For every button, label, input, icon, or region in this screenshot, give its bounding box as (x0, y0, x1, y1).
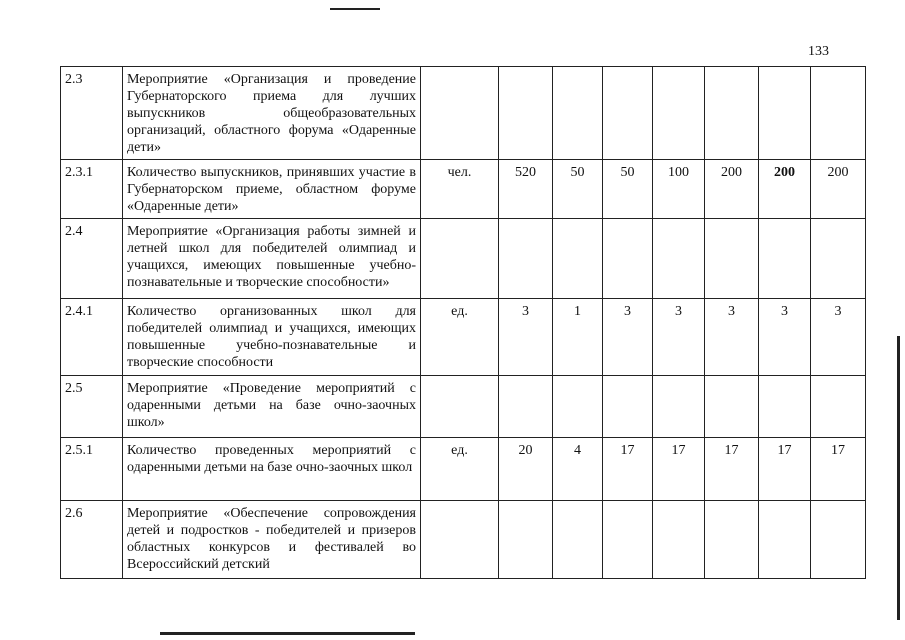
row-code: 2.6 (61, 501, 123, 579)
row-unit (421, 376, 499, 438)
row-value (705, 219, 759, 299)
row-value (811, 501, 866, 579)
table-row (61, 438, 866, 501)
row-value: 17 (705, 438, 759, 501)
row-value: 50 (553, 160, 603, 219)
row-value: 200 (759, 160, 811, 219)
indicators-table (60, 66, 866, 579)
row-value (759, 501, 811, 579)
row-value: 520 (499, 160, 553, 219)
row-code: 2.3 (61, 67, 123, 160)
row-value: 3 (811, 299, 866, 376)
row-description: Мероприятие «Организация работы зимней и летней школ для победителей олимпиад и учащихся, имеющих повышенные учебно-познавательные и творческие способности» (123, 219, 421, 299)
row-unit: ед. (421, 299, 499, 376)
row-value (499, 501, 553, 579)
row-value: 17 (603, 438, 653, 501)
table-row (61, 299, 866, 376)
row-value (553, 67, 603, 160)
row-value (553, 501, 603, 579)
row-value (759, 376, 811, 438)
row-value: 3 (705, 299, 759, 376)
table-row (61, 219, 866, 299)
row-value (499, 67, 553, 160)
row-value: 20 (499, 438, 553, 501)
row-description: Количество проведенных мероприятий с одаренными детьми на базе очно-заочных школ (123, 438, 421, 501)
row-code: 2.5 (61, 376, 123, 438)
row-value (553, 376, 603, 438)
row-value (499, 219, 553, 299)
row-code: 2.5.1 (61, 438, 123, 501)
row-value: 3 (499, 299, 553, 376)
row-value (653, 501, 705, 579)
row-value (705, 501, 759, 579)
row-description: Количество организованных школ для победителей олимпиад и учащихся, имеющих повышенные учебно-познавательные и творческие способности (123, 299, 421, 376)
row-value (653, 219, 705, 299)
row-value: 17 (653, 438, 705, 501)
table-row (61, 67, 866, 160)
row-value (603, 376, 653, 438)
row-unit (421, 219, 499, 299)
row-value: 100 (653, 160, 705, 219)
row-value (603, 219, 653, 299)
row-value: 17 (759, 438, 811, 501)
row-value: 50 (603, 160, 653, 219)
row-value: 3 (653, 299, 705, 376)
row-description: Количество выпускников, принявших участие в Губернаторском приеме, областном форуме «Одаренные дети» (123, 160, 421, 219)
row-value: 200 (811, 160, 866, 219)
row-code: 2.4.1 (61, 299, 123, 376)
row-unit (421, 501, 499, 579)
row-value: 3 (759, 299, 811, 376)
row-value (705, 67, 759, 160)
table-row (61, 376, 866, 438)
row-value (499, 376, 553, 438)
row-value (653, 376, 705, 438)
row-value: 1 (553, 299, 603, 376)
row-value (603, 67, 653, 160)
row-value: 200 (705, 160, 759, 219)
top-rule (330, 8, 380, 10)
row-value (811, 376, 866, 438)
row-description: Мероприятие «Проведение мероприятий с одаренными детьми на базе очно-заочных школ» (123, 376, 421, 438)
row-value (705, 376, 759, 438)
row-value (759, 219, 811, 299)
row-value (811, 219, 866, 299)
table-row (61, 501, 866, 579)
row-code: 2.3.1 (61, 160, 123, 219)
row-value: 3 (603, 299, 653, 376)
row-value: 17 (811, 438, 866, 501)
row-value (603, 501, 653, 579)
row-value (653, 67, 705, 160)
row-description: Мероприятие «Организация и проведение Губернаторского приема для лучших выпускников общеобразовательных организаций, областного форума «Одаренные дети» (123, 67, 421, 160)
table-row (61, 160, 866, 219)
scan-edge-line (897, 336, 900, 620)
row-unit (421, 67, 499, 160)
page-number: 133 (808, 44, 829, 59)
row-value (811, 67, 866, 160)
row-code: 2.4 (61, 219, 123, 299)
row-description: Мероприятие «Обеспечение сопровождения детей и подростков - победителей и призеров областных конкурсов и фестивалей во Всероссийский детский (123, 501, 421, 579)
row-value (759, 67, 811, 160)
row-unit: ед. (421, 438, 499, 501)
row-unit: чел. (421, 160, 499, 219)
row-value (553, 219, 603, 299)
row-value: 4 (553, 438, 603, 501)
bottom-rule (160, 632, 415, 635)
